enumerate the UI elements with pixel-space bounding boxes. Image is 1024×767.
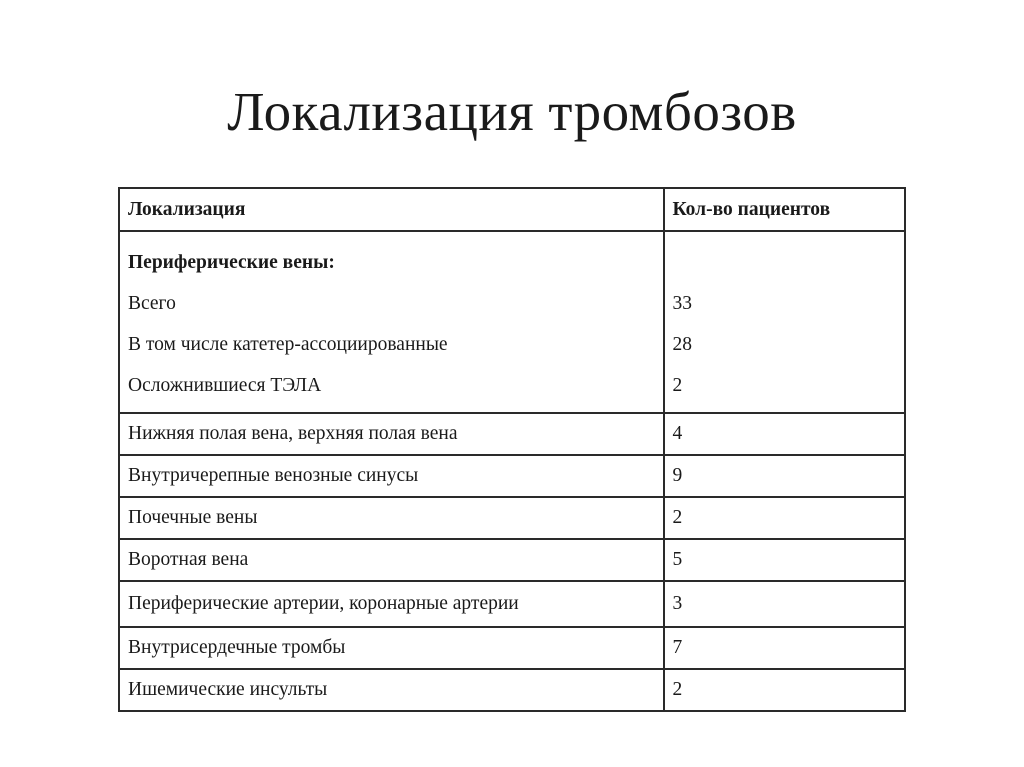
group-labels-cell [119, 231, 664, 413]
row-value: 7 [664, 627, 905, 669]
row-value: 9 [664, 455, 905, 497]
group-row-label: В том числе катетер-ассоциированные [128, 334, 448, 355]
group-row-value: 33 [672, 293, 693, 314]
row-value: 2 [664, 497, 905, 539]
thrombosis-location-table [118, 187, 906, 712]
group-row-value: 2 [672, 375, 683, 396]
row-label: Внутричерепные венозные синусы [119, 455, 664, 497]
group-row-value: 28 [672, 334, 693, 355]
row-label: Ишемические инсульты [119, 669, 664, 711]
table-row [119, 497, 905, 539]
row-label: Внутрисердечные тромбы [119, 627, 664, 669]
slide-title: Локализация тромбозов [227, 81, 797, 142]
header-location: Локализация [119, 188, 664, 231]
row-value: 2 [664, 669, 905, 711]
row-label: Почечные вены [119, 497, 664, 539]
header-patient-count: Кол-во пациентов [664, 188, 905, 231]
group-row-label: Осложнившиеся ТЭЛА [128, 375, 322, 396]
table-row [119, 669, 905, 711]
table-row [119, 455, 905, 497]
group-values-cell [664, 231, 905, 413]
row-value: 3 [664, 581, 905, 627]
group-row-label: Всего [128, 293, 176, 314]
group-heading: Периферические вены: [128, 252, 335, 273]
row-label: Нижняя полая вена, верхняя полая вена [119, 413, 664, 455]
table-row [119, 581, 905, 627]
table-row [119, 539, 905, 581]
group-heading-spacer [673, 242, 896, 283]
table-row [119, 413, 905, 455]
row-value: 4 [664, 413, 905, 455]
table-header-row [119, 188, 905, 231]
row-value: 5 [664, 539, 905, 581]
table-row [119, 627, 905, 669]
row-label: Воротная вена [119, 539, 664, 581]
row-label: Периферические артерии, коронарные артерии [119, 581, 664, 627]
table-row-peripheral-veins-group [119, 231, 905, 413]
